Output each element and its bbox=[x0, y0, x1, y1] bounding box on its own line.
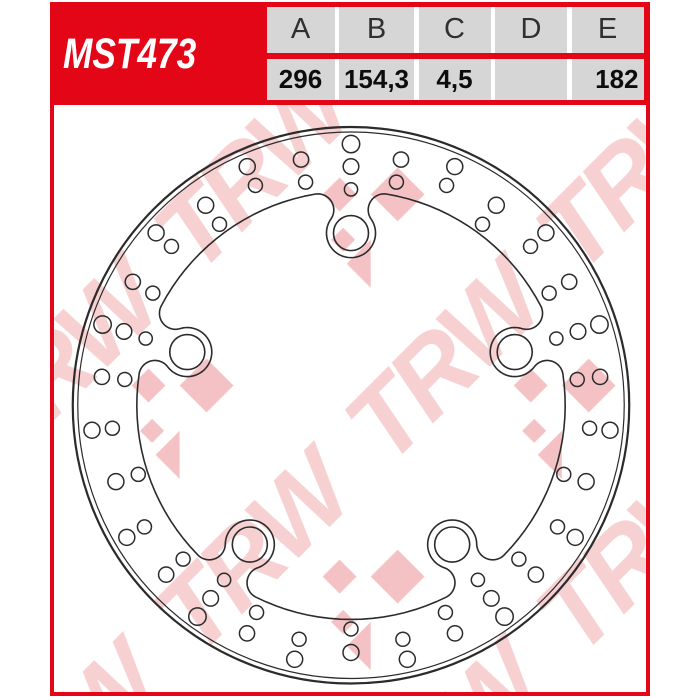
spec-value-cell: 154,3 bbox=[339, 59, 414, 100]
part-code: MST473 bbox=[63, 30, 197, 78]
spec-header-cell: B bbox=[339, 7, 414, 53]
spec-table bbox=[267, 7, 644, 100]
header-banner bbox=[50, 2, 650, 105]
spec-value-cell bbox=[495, 59, 567, 100]
drawing-frame bbox=[50, 105, 650, 696]
spec-header-cell: D bbox=[495, 7, 567, 53]
spec-header-cell: A bbox=[267, 7, 335, 53]
table-row-separator bbox=[267, 53, 644, 59]
spec-header-cell: E bbox=[572, 7, 644, 53]
spec-value-cell: 296 bbox=[267, 59, 335, 100]
spec-value-cell: 4,5 bbox=[419, 59, 491, 100]
brake-disc-drawing bbox=[54, 105, 646, 692]
spec-value-cell: 182 bbox=[572, 59, 644, 100]
spec-header-cell: C bbox=[419, 7, 491, 53]
